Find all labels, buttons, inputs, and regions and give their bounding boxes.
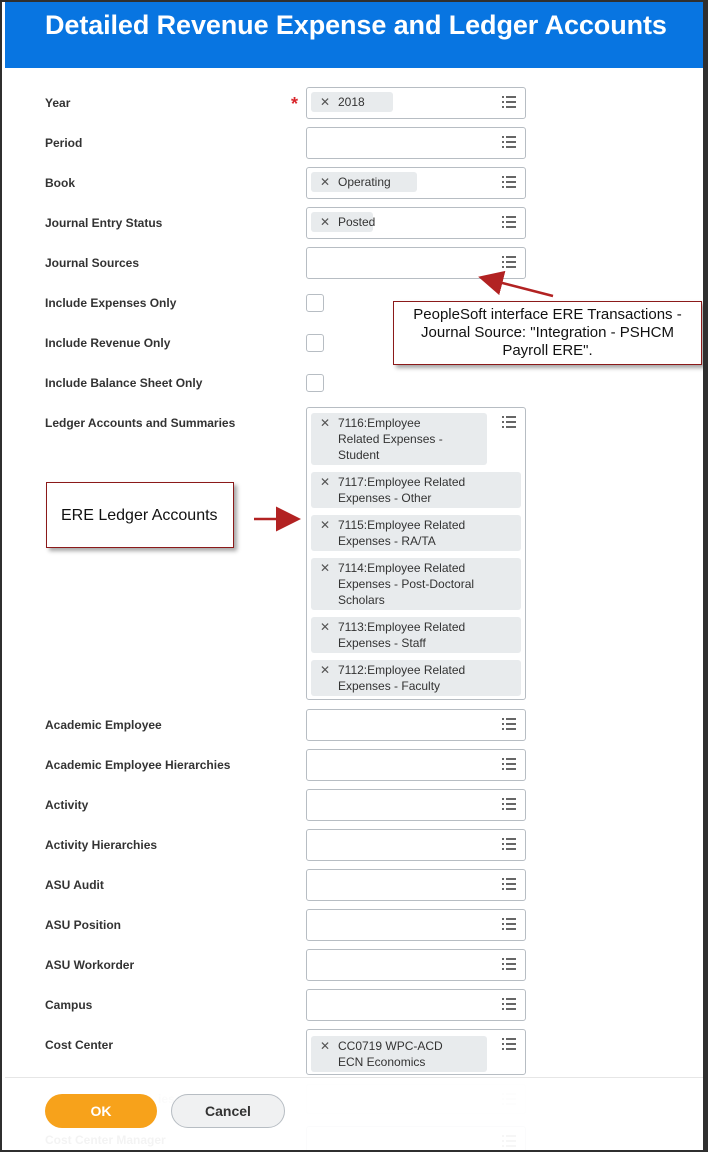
ledger-accounts-label: Ledger Accounts and Summaries: [45, 416, 236, 430]
year-label: Year: [45, 96, 71, 110]
ok-button[interactable]: OK: [45, 1094, 157, 1128]
asu-position-label: ASU Position: [45, 918, 122, 932]
remove-ledger-account-icon[interactable]: ✕: [320, 663, 331, 677]
cost-center-pill: ✕ CC0719 WPC-ACD ECN Economics: [311, 1036, 487, 1072]
asu-workorder-field[interactable]: [306, 949, 526, 981]
include-balance-sheet-only-checkbox[interactable]: [306, 374, 324, 392]
book-pill: ✕ Operating: [311, 172, 417, 192]
book-field[interactable]: [306, 167, 526, 199]
period-label: Period: [45, 136, 83, 150]
cost-center-field[interactable]: [306, 1029, 526, 1075]
prompt-list-icon[interactable]: [502, 758, 516, 770]
prompt-list-icon[interactable]: [502, 216, 516, 228]
prompt-list-icon[interactable]: [502, 838, 516, 850]
remove-ledger-account-icon[interactable]: ✕: [320, 475, 331, 489]
remove-ledger-account-icon[interactable]: ✕: [320, 620, 331, 634]
remove-year-icon[interactable]: ✕: [320, 95, 331, 109]
asu-audit-label: ASU Audit: [45, 878, 104, 892]
academic-employee-hierarchies-field[interactable]: [306, 749, 526, 781]
prompt-list-icon[interactable]: [502, 176, 516, 188]
include-revenue-only-checkbox[interactable]: [306, 334, 324, 352]
prompt-list-icon[interactable]: [502, 256, 516, 268]
asu-position-field[interactable]: [306, 909, 526, 941]
ledger-account-pill: ✕ 7117:Employee Related Expenses - Other: [311, 472, 521, 508]
cost-center-label: Cost Center: [45, 1038, 114, 1052]
include-expenses-only-label: Include Expenses Only: [45, 296, 177, 310]
activity-field[interactable]: [306, 789, 526, 821]
remove-status-icon[interactable]: ✕: [320, 215, 331, 229]
prompt-list-icon[interactable]: [502, 918, 516, 930]
prompt-list-icon[interactable]: [502, 798, 516, 810]
journal-entry-status-pill: ✕ Posted: [311, 212, 373, 232]
prompt-list-icon[interactable]: [502, 1038, 516, 1050]
journal-sources-field[interactable]: [306, 247, 526, 279]
asu-workorder-label: ASU Workorder: [45, 958, 135, 972]
activity-label: Activity: [45, 798, 89, 812]
ere-ledger-accounts-callout: ERE Ledger Accounts: [46, 482, 234, 548]
campus-label: Campus: [45, 998, 93, 1012]
academic-employee-field[interactable]: [306, 709, 526, 741]
prompt-list-icon[interactable]: [502, 718, 516, 730]
period-field[interactable]: [306, 127, 526, 159]
journal-source-arrow: [483, 278, 553, 296]
year-field[interactable]: [306, 87, 526, 119]
page-header: [5, 2, 706, 68]
year-pill: ✕ 2018: [311, 92, 393, 112]
remove-ledger-account-icon[interactable]: ✕: [320, 416, 331, 430]
prompt-list-icon[interactable]: [502, 96, 516, 108]
remove-ledger-account-icon[interactable]: ✕: [320, 518, 331, 532]
ledger-account-pill: ✕ 7115:Employee Related Expenses - RA/TA: [311, 515, 521, 551]
include-revenue-only-label: Include Revenue Only: [45, 336, 171, 350]
asu-audit-field[interactable]: [306, 869, 526, 901]
prompt-list-icon[interactable]: [502, 958, 516, 970]
remove-book-icon[interactable]: ✕: [320, 175, 331, 189]
prompt-list-icon[interactable]: [502, 878, 516, 890]
campus-field[interactable]: [306, 989, 526, 1021]
remove-cost-center-icon[interactable]: ✕: [320, 1039, 331, 1053]
academic-employee-hierarchies-label: Academic Employee Hierarchies: [45, 758, 231, 772]
prompt-list-icon[interactable]: [502, 998, 516, 1010]
cancel-button[interactable]: Cancel: [171, 1094, 285, 1128]
academic-employee-label: Academic Employee: [45, 718, 162, 732]
journal-entry-status-field[interactable]: [306, 207, 526, 239]
journal-sources-label: Journal Sources: [45, 256, 140, 270]
required-marker: *: [291, 94, 299, 114]
page-title: Detailed Revenue Expense and Ledger Accounts: [45, 10, 667, 40]
ledger-accounts-field[interactable]: [306, 407, 526, 700]
include-expenses-only-checkbox[interactable]: [306, 294, 324, 312]
ledger-account-pill: ✕ 7116:Employee Related Expenses - Student: [311, 413, 487, 465]
ledger-account-pill: ✕ 7113:Employee Related Expenses - Staff: [311, 617, 521, 653]
activity-hierarchies-label: Activity Hierarchies: [45, 838, 158, 852]
ledger-account-pill: ✕ 7112:Employee Related Expenses - Faculty: [311, 660, 521, 696]
remove-ledger-account-icon[interactable]: ✕: [320, 561, 331, 575]
prompt-list-icon[interactable]: [502, 136, 516, 148]
activity-hierarchies-field[interactable]: [306, 829, 526, 861]
journal-source-callout: PeopleSoft interface ERE Transactions - Journal Source: "Integration - PSHCM Payroll ERE".: [393, 301, 702, 365]
ledger-account-pill: ✕ 7114:Employee Related Expenses - Post-Doctoral Scholars: [311, 558, 521, 610]
action-bar: [5, 1077, 706, 1152]
prompt-list-icon[interactable]: [502, 416, 516, 428]
include-balance-sheet-only-label: Include Balance Sheet Only: [45, 376, 203, 390]
book-label: Book: [45, 176, 75, 190]
journal-entry-status-label: Journal Entry Status: [45, 216, 163, 230]
